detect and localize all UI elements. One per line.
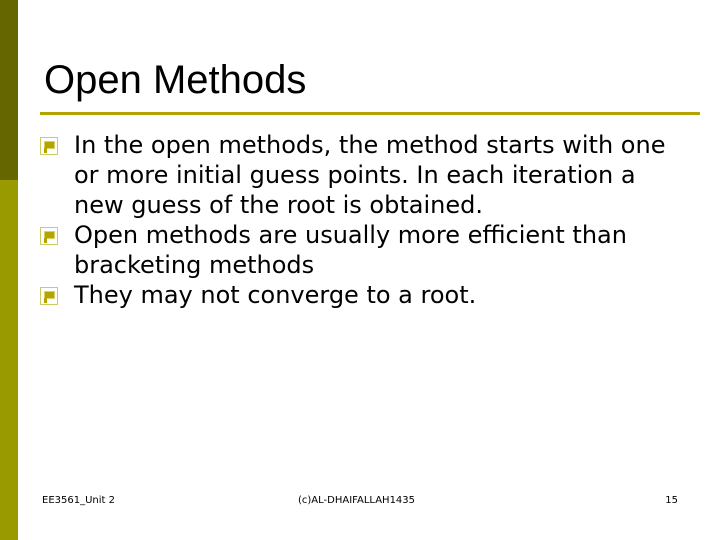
square-bullet-icon: [40, 287, 58, 305]
footer-course-label: EE3561_Unit 2: [42, 495, 115, 506]
footer-page-number: 15: [665, 495, 678, 506]
bullet-item: [40, 220, 680, 280]
title-divider: [40, 112, 700, 115]
sidebar-accent-top: [0, 0, 18, 180]
bullet-list: [40, 130, 680, 310]
slide-title: Open Methods: [44, 58, 307, 102]
sidebar-accent-bottom: [0, 180, 18, 540]
bullet-text: In the open methods, the method starts with one or more initial guess points. In each iteration a new guess of the root is obtained.: [74, 131, 666, 219]
square-bullet-icon: [40, 227, 58, 245]
square-bullet-icon: [40, 137, 58, 155]
bullet-text: They may not converge to a root.: [74, 281, 477, 309]
bullet-item: [40, 130, 680, 220]
bullet-item: [40, 280, 680, 310]
bullet-text: Open methods are usually more efficient than bracketing methods: [74, 221, 627, 279]
footer-copyright: (c)AL-DHAIFALLAH1435: [298, 495, 416, 506]
